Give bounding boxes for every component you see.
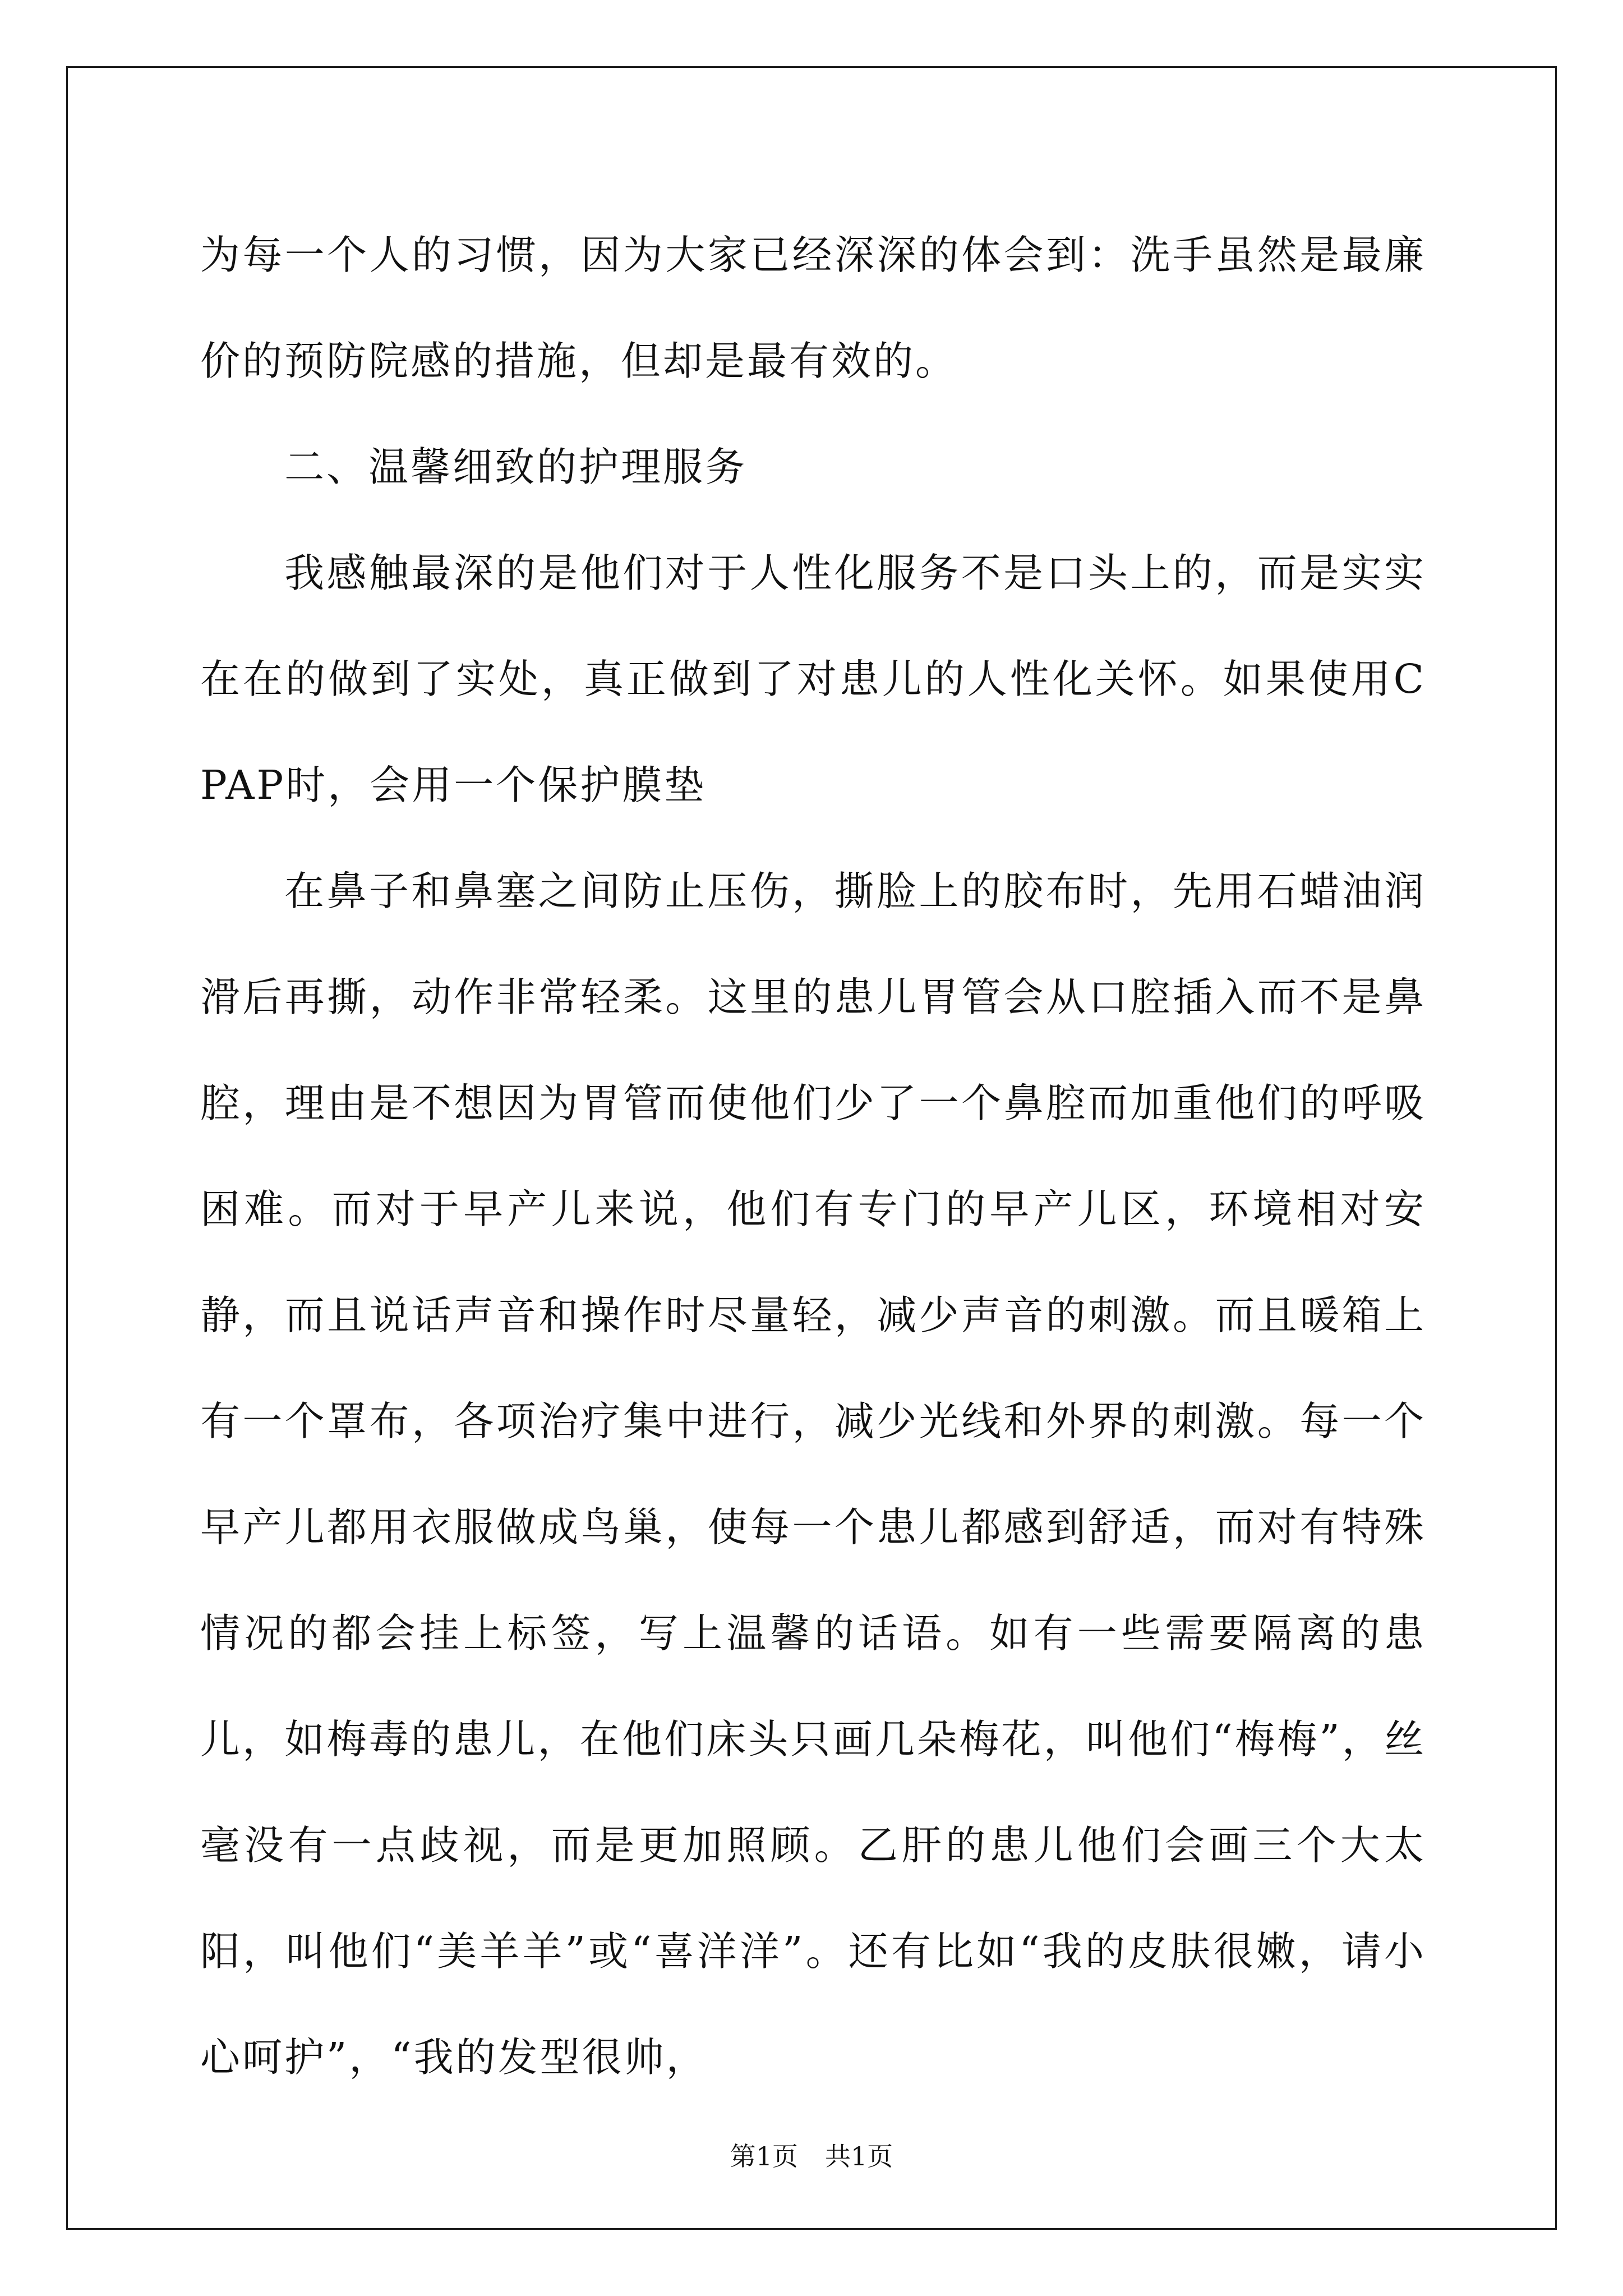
paragraph-1: 为每一个人的习惯，因为大家已经深深的体会到：洗手虽然是最廉价的预防院感的措施，但却是最有效的。	[200, 232, 1426, 384]
page-total: 共1页	[825, 2141, 893, 2171]
document-body	[200, 202, 1426, 2110]
page-footer	[0, 2136, 1623, 2173]
section-heading: 二、温馨细致的护理服务	[284, 444, 748, 490]
paragraph-3: 在鼻子和鼻塞之间防止压伤，撕脸上的胶布时，先用石蜡油润滑后再撕，动作非常轻柔。这里的患儿胃管会从口腔插入而不是鼻腔，理由是不想因为胃管而使他们少了一个鼻腔而加重他们的呼吸困难。而对于早产儿来说，他们有专门的早产儿区，环境相对安静，而且说话声音和操作时尽量轻，减少声音的刺激。而且暖箱上有一个罩布，各项治疗集中进行，减少光线和外界的刺激。每一个早产儿都用衣服做成鸟巢，使每一个患儿都感到舒适，而对有特殊情况的都会挂上标签，写上温馨的话语。如有一些需要隔离的患儿，如梅毒的患儿，在他们床头只画几朵梅花，叫他们“梅梅”，丝毫没有一点歧视，而是更加照顾。乙肝的患儿他们会画三个大太阳，叫他们“美羊羊”或“喜洋洋”。还有比如“我的皮肤很嫩，请小心呵护”，“我的发型很帅，	[200, 868, 1426, 2081]
paragraph-2: 我感触最深的是他们对于人性化服务不是口头上的，而是实实在在的做到了实处，真正做到了对患儿的人性化关怀。如果使用CPAP时，会用一个保护膜垫	[200, 550, 1426, 808]
page-number: 第1页	[730, 2141, 798, 2171]
